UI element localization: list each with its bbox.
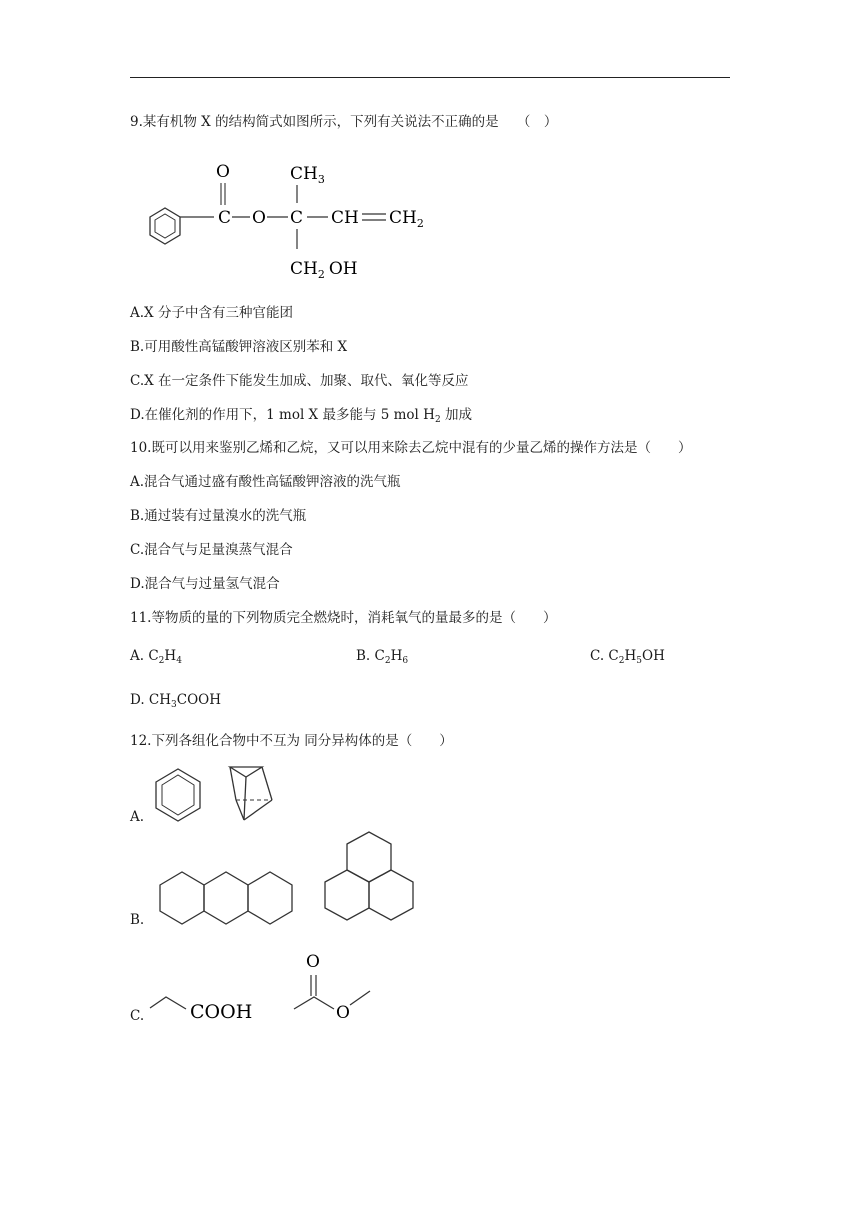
q9-option-d: D.在催化剂的作用下，1 mol X 最多能与 5 mol $H_2$ 加成: [130, 407, 472, 425]
q11-stem: [130, 608, 556, 628]
q11-option-b: B. $C_2H_6$: [356, 648, 409, 666]
q9-ch2oh: $CH_2$ OH: [290, 259, 358, 281]
anthracene-skeleton: [160, 872, 292, 924]
benzene-ring: [156, 769, 200, 821]
q11-option-d: D. $CH_3COOH$: [130, 692, 222, 710]
q10-stem: [130, 438, 691, 458]
q9-ester-c: C: [218, 208, 232, 228]
methyl-acetate-structure: [294, 952, 370, 1023]
q9-ch3: $CH_3$: [290, 164, 325, 186]
q9-stem-text: 9.某有机物 X 的结构简式如图所示，下列有关说法不正确的是: [130, 114, 499, 130]
q9-carbonyl-o: O: [216, 162, 230, 182]
q10-option-c: C.混合气与足量溴蒸气混合: [130, 542, 293, 558]
q11-stem-text: 11.等物质的量的下列物质完全燃烧时，消耗氧气的量最多的是: [130, 610, 503, 626]
propanoic-acid-structure: [150, 997, 252, 1023]
benzene-inner-ring: [162, 775, 194, 815]
q9-answer-paren: （ ）: [516, 114, 558, 130]
q12-answer-paren: （ ）: [398, 733, 453, 749]
phenalene-skeleton: [325, 832, 413, 920]
svg-text:O: O: [306, 952, 320, 972]
q9-quat-c: C: [290, 208, 304, 228]
q12-option-b-structures: [155, 830, 425, 930]
q10-stem-text: 10.既可以用来鉴别乙烯和乙烷，又可以用来除去乙烷中混有的少量乙烯的操作方法是: [130, 440, 638, 456]
q11-option-c: C. $C_2H_5OH$: [590, 648, 665, 666]
q11-option-a: A. $C_2H_4$: [130, 648, 182, 666]
q10-answer-paren: （ ）: [637, 440, 692, 456]
header-rule: [130, 77, 730, 78]
q12-stem: [130, 731, 453, 751]
q12-stem-text: 12.下列各组化合物中不互为 同分异构体的是: [130, 733, 399, 749]
q9-ester-o: O: [252, 208, 266, 228]
q9-option-c: C.X 在一定条件下能发生加成、加聚、取代、氧化等反应: [130, 373, 469, 389]
q9-ch2: $CH_2$: [389, 208, 424, 230]
prismane-structure: [230, 767, 272, 820]
q12-option-b-label: B.: [130, 912, 145, 928]
svg-text:O: O: [336, 1003, 350, 1023]
q11-answer-paren: （ ）: [502, 610, 557, 626]
q9-option-a: A.X 分子中含有三种官能团: [130, 305, 293, 321]
q10-option-b: B.通过装有过量溴水的洗气瓶: [130, 508, 307, 524]
svg-text:COOH: COOH: [190, 1001, 253, 1023]
q12-option-a-label: A.: [130, 809, 145, 825]
q9-ch: CH: [331, 208, 359, 228]
q9-stem: [130, 112, 557, 132]
q12-option-c-label: C.: [130, 1008, 145, 1024]
q9-structure: [140, 155, 450, 285]
q9-option-b: B.可用酸性高锰酸钾溶液区别苯和 X: [130, 339, 348, 355]
q12-option-c-structures: [148, 945, 388, 1030]
q10-option-a: A.混合气通过盛有酸性高锰酸钾溶液的洗气瓶: [130, 474, 401, 490]
q9-benzene-inner: [155, 214, 175, 238]
q10-option-d: D.混合气与过量氢气混合: [130, 576, 280, 592]
q12-option-a-structures: [150, 760, 290, 826]
